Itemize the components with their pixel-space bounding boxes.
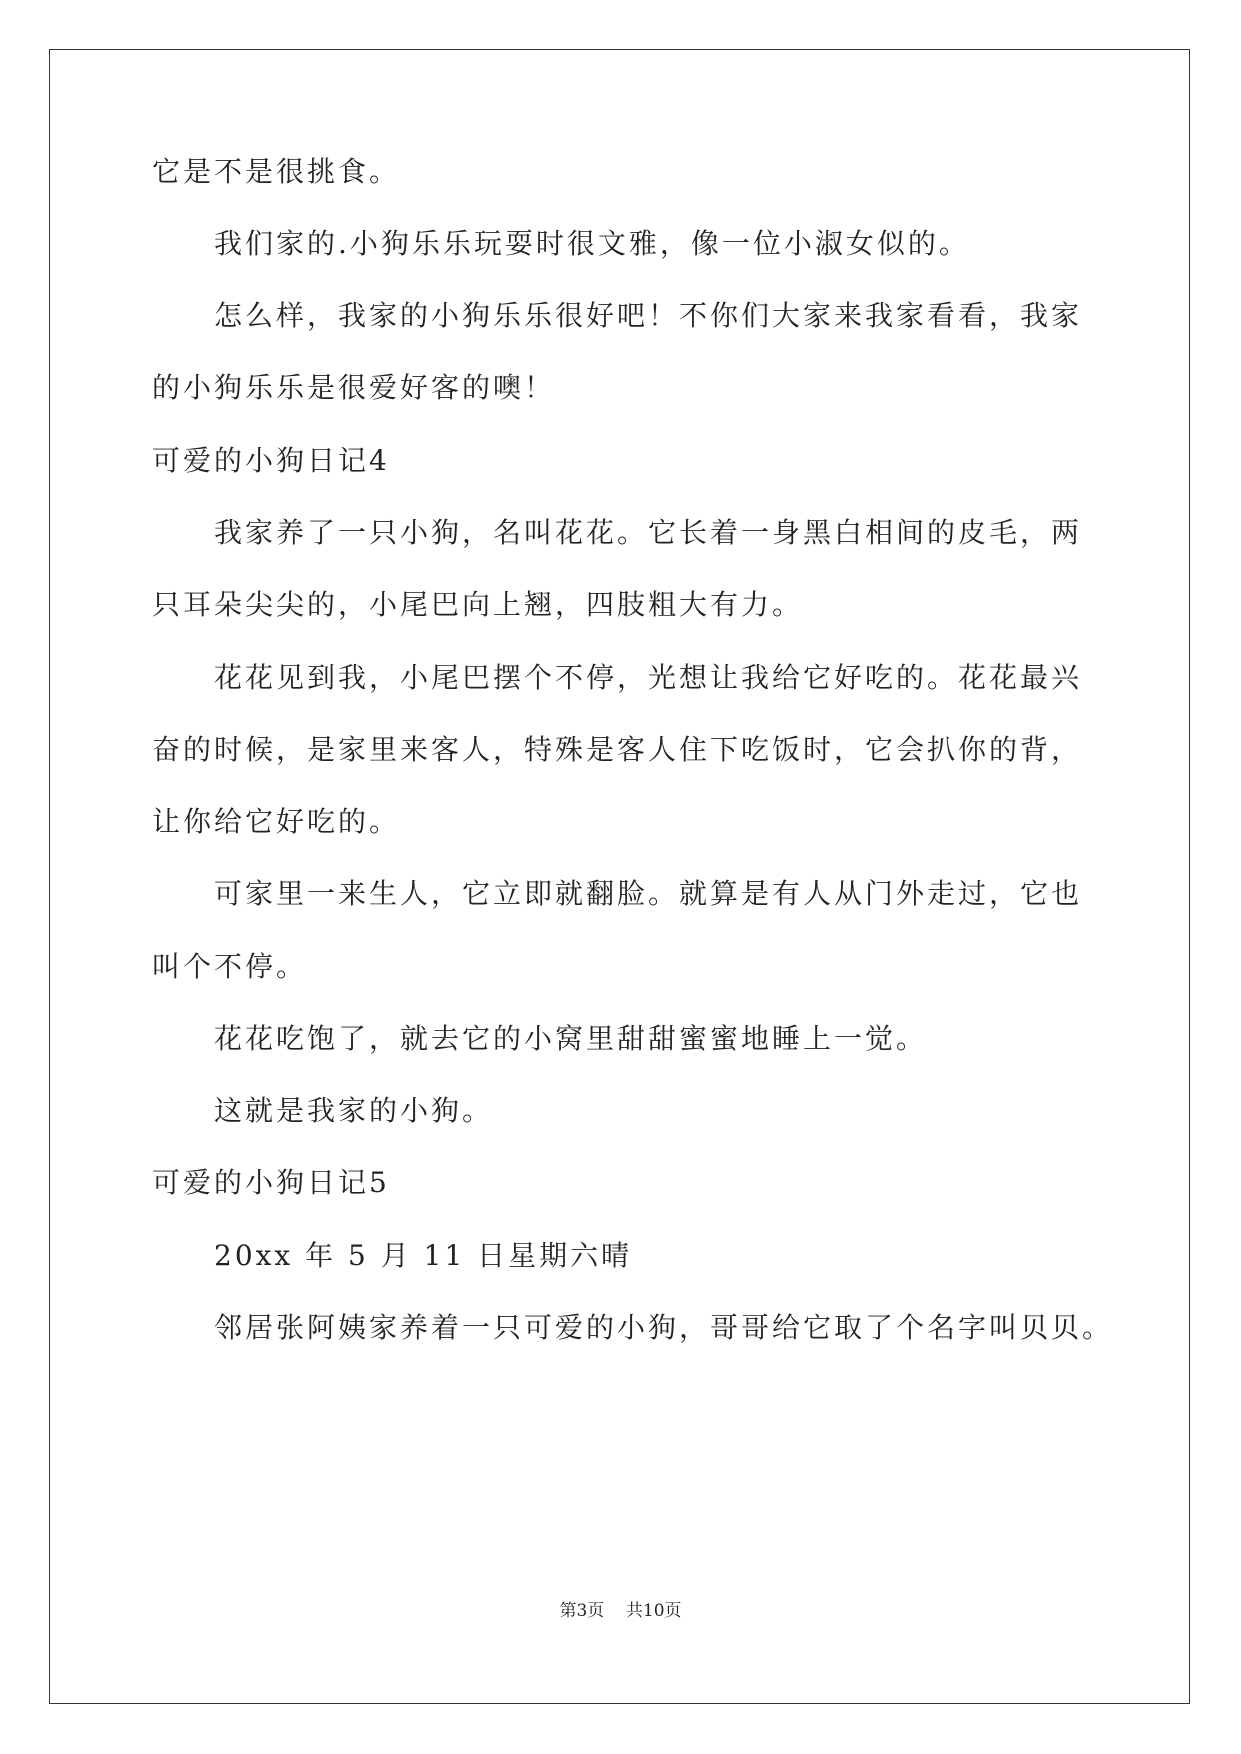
paragraph-line: 的小狗乐乐是很爱好客的噢！: [152, 371, 556, 404]
paragraph-line: 怎么样，我家的小狗乐乐很好吧！不你们大家来我家看看，我家: [214, 299, 1083, 332]
section-heading: 可爱的小狗日记4: [152, 444, 390, 477]
paragraph-line: 花花见到我，小尾巴摆个不停，光想让我给它好吃的。花花最兴: [214, 661, 1083, 694]
paragraph-line: 奋的时候，是家里来客人，特殊是客人住下吃饭时，它会扒你的背，: [152, 733, 1083, 766]
paragraph-line: 叫个不停。: [152, 950, 308, 983]
paragraph-line: 这就是我家的小狗。: [214, 1094, 494, 1127]
section-heading: 可爱的小狗日记5: [152, 1166, 390, 1199]
paragraph-line: 我们家的.小狗乐乐玩耍时很文雅，像一位小淑女似的。: [214, 227, 970, 260]
paragraph-line: 可家里一来生人，它立即就翻脸。就算是有人从门外走过，它也: [214, 877, 1083, 910]
paragraph-line: 我家养了一只小狗，名叫花花。它长着一身黑白相间的皮毛，两: [214, 516, 1083, 549]
paragraph-line: 它是不是很挑食。: [152, 155, 401, 188]
page-number-footer: 第3页 共10页: [559, 1601, 682, 1621]
paragraph-line: 邻居张阿姨家养着一只可爱的小狗，哥哥给它取了个名字叫贝贝。: [214, 1311, 1114, 1344]
paragraph-line: 让你给它好吃的。: [152, 805, 401, 838]
paragraph-line: 只耳朵尖尖的，小尾巴向上翘，四肢粗大有力。: [152, 588, 804, 621]
date-line: 20xx 年 5 月 11 日星期六晴: [214, 1239, 633, 1272]
paragraph-line: 花花吃饱了，就去它的小窝里甜甜蜜蜜地睡上一觉。: [214, 1022, 928, 1055]
